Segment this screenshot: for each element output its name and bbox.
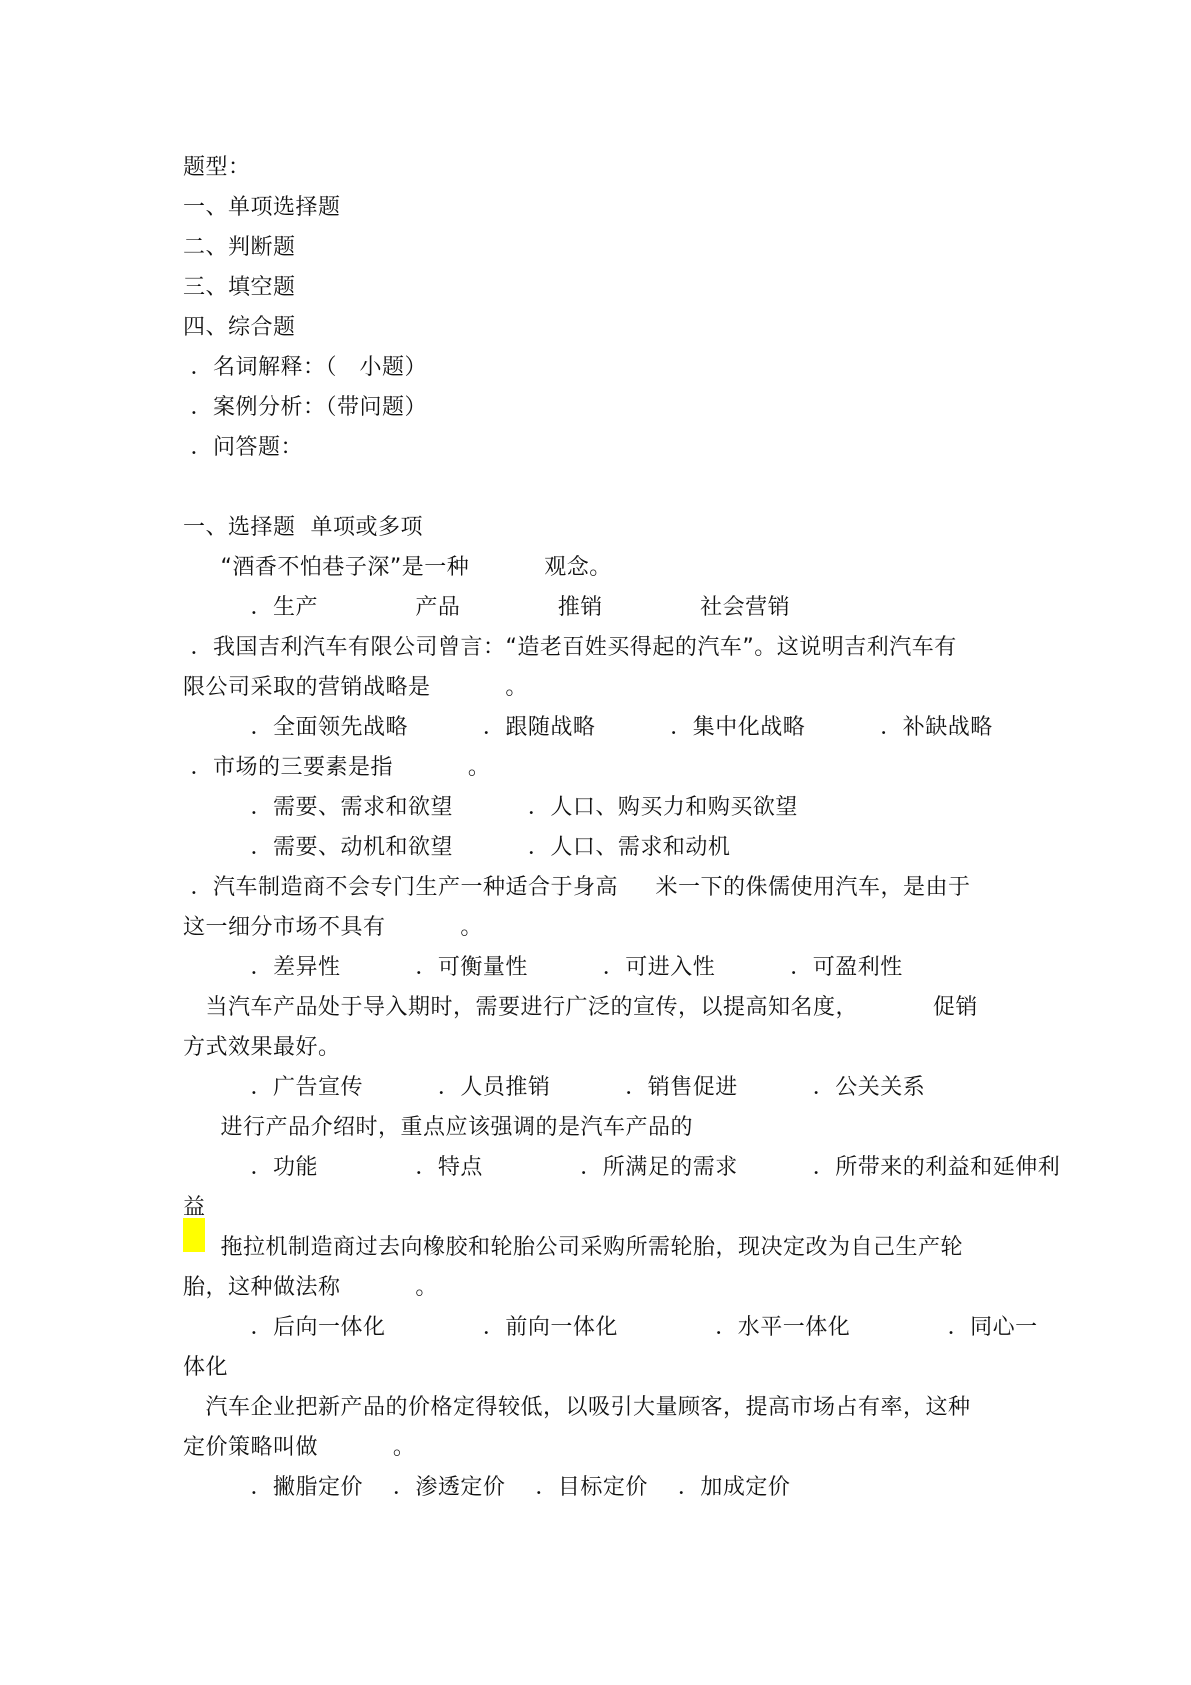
doc-line: “酒香不怕巷子深”是一种 观念。 <box>183 555 612 580</box>
doc-line: ．撇脂定价 ．渗透定价 ．目标定价 ．加成定价 <box>183 1475 791 1500</box>
doc-line: 三、填空题 <box>183 275 296 300</box>
doc-line: ．名词解释：（ 小题） <box>183 355 427 380</box>
doc-line: 益 <box>183 1195 206 1220</box>
doc-line: 四、综合题 <box>183 315 296 340</box>
doc-line: ．市场的三要素是指 。 <box>183 755 491 780</box>
doc-line: ．需要、需求和欲望 ．人口、购买力和购买欲望 <box>183 795 798 820</box>
doc-line: 一、选择题 单项或多项 <box>183 515 423 540</box>
doc-line: ．汽车制造商不会专门生产一种适合于身高 米一下的侏儒使用汽车，是由于 <box>183 875 971 900</box>
doc-line: ．广告宣传 ．人员推销 ．销售促进 ．公关关系 <box>183 1075 926 1100</box>
doc-line: 这一细分市场不具有 。 <box>183 915 483 940</box>
doc-line: 限公司采取的营销战略是 。 <box>183 675 528 700</box>
doc-line: ．我国吉利汽车有限公司曾言：“造老百姓买得起的汽车”。这说明吉利汽车有 <box>183 635 957 660</box>
doc-line: ．差异性 ．可衡量性 ．可进入性 ．可盈利性 <box>183 955 903 980</box>
doc-line: ．需要、动机和欲望 ．人口、需求和动机 <box>183 835 731 860</box>
doc-line: 进行产品介绍时，重点应该强调的是汽车产品的 <box>183 1115 693 1140</box>
doc-line: 当汽车产品处于导入期时，需要进行广泛的宣传，以提高知名度， 促销 <box>183 995 978 1020</box>
doc-line: 胎，这种做法称 。 <box>183 1275 438 1300</box>
doc-line: ．案例分析：（带问题） <box>183 395 427 420</box>
doc-line: 汽车企业把新产品的价格定得较低，以吸引大量顾客，提高市场占有率，这种 <box>183 1395 971 1420</box>
doc-line: ．全面领先战略 ．跟随战略 ．集中化战略 ．补缺战略 <box>183 715 993 740</box>
doc-line: ．功能 ．特点 ．所满足的需求 ．所带来的利益和延伸利 <box>183 1155 1061 1180</box>
doc-line: 拖拉机制造商过去向橡胶和轮胎公司采购所需轮胎，现决定改为自己生产轮 <box>183 1235 963 1260</box>
doc-line: 二、判断题 <box>183 235 296 260</box>
doc-line: 体化 <box>183 1355 229 1380</box>
doc-line: 题型： <box>183 155 251 180</box>
doc-line: 一、单项选择题 <box>183 195 341 220</box>
doc-line: ．生产 产品 推销 社会营销 <box>183 595 791 620</box>
doc-line: ．后向一体化 ．前向一体化 ．水平一体化 ．同心一 <box>183 1315 1038 1340</box>
doc-line: ．问答题： <box>183 435 303 460</box>
doc-line: 方式效果最好。 <box>183 1035 341 1060</box>
doc-line: 定价策略叫做 。 <box>183 1435 416 1460</box>
